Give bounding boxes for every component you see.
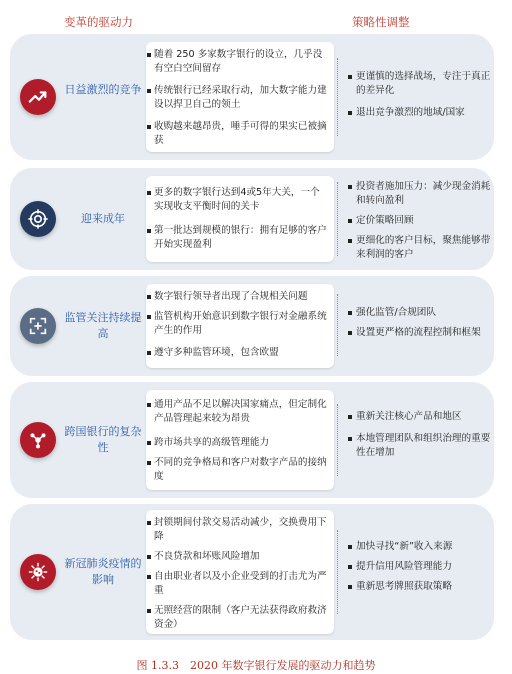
row-covid xyxy=(10,504,494,640)
adjustment-item: 更细化的客户目标，聚焦能够带来利润的客户 xyxy=(356,235,491,260)
adjustment-item: 重新思考牌照获取策略 xyxy=(356,580,492,594)
driver-detail-item: 收购越来越昂贵，唾手可得的果实已被摘获 xyxy=(154,121,327,146)
adjustment-item: 更谨慎的选择战场，专注于真正的差异化 xyxy=(356,71,491,96)
driver-detail-item: 传统银行已经采取行动，加大数字能力建设以捍卫自己的领土 xyxy=(154,85,327,110)
network-icon xyxy=(20,422,56,458)
adjustment-list xyxy=(346,306,492,346)
driver-detail-box xyxy=(146,284,334,368)
driver-detail-item: 遵守多种监管环境，包含欧盟 xyxy=(154,346,328,360)
row-regulation xyxy=(10,276,494,376)
row-cross-border xyxy=(10,382,494,498)
adjustment-item: 投资者施加压力：减少现金消耗和转向盈利 xyxy=(356,181,491,206)
adjustment-list xyxy=(346,540,492,600)
adjustment-item: 提升信用风险管理能力 xyxy=(356,560,492,574)
target-icon xyxy=(20,201,56,237)
driver-label: 新冠肺炎疫情的影响 xyxy=(64,557,142,586)
driver-label: 迎来成年 xyxy=(81,212,125,225)
driver-detail-box xyxy=(146,390,334,490)
driver-detail-item: 第一批达到规模的银行：拥有足够的客户开始实现盈利 xyxy=(154,225,327,250)
adjustment-item: 加快寻找“新”收入来源 xyxy=(356,540,492,554)
driver-detail-item: 无照经营的限制（客户无法获得政府救济资金） xyxy=(154,605,327,630)
driver-detail-box xyxy=(146,176,334,262)
row-divider xyxy=(337,404,338,476)
driver-detail-item: 数字银行领导者出现了合规相关问题 xyxy=(154,290,328,304)
drivers-header: 变革的驱动力 xyxy=(64,15,133,29)
row-maturity xyxy=(10,168,494,270)
row-divider xyxy=(337,182,338,256)
trend-up-icon xyxy=(20,79,56,115)
row-divider xyxy=(337,294,338,356)
figure-caption: 图 1.3.3 2020 年数字银行发展的驱动力和趋势 xyxy=(136,659,376,672)
row-divider xyxy=(337,58,338,136)
driver-detail-item: 跨市场共享的高级管理能力 xyxy=(154,436,328,450)
adjustment-item: 定价策略回顾 xyxy=(356,214,492,228)
row-divider xyxy=(337,530,338,614)
driver-detail-box xyxy=(146,42,334,152)
adjustment-item: 本地管理团队和组织治理的重要性在增加 xyxy=(356,433,491,458)
driver-label: 跨国银行的复杂性 xyxy=(64,425,142,454)
adjustment-list xyxy=(346,410,492,470)
driver-label: 监管关注持续提高 xyxy=(64,311,142,340)
adjustment-list xyxy=(346,180,492,262)
driver-detail-item: 不同的竞争格局和客户对数字产品的接纳度 xyxy=(154,457,327,482)
row-competition xyxy=(10,34,494,160)
adjustment-item: 重新关注核心产品和地区 xyxy=(356,410,492,424)
driver-detail-item: 更多的数字银行达到4或5年大关，一个实现收支平衡时间的关卡 xyxy=(154,186,328,214)
adjustment-item: 强化监管/合规团队 xyxy=(356,306,492,320)
driver-detail-item: 不良贷款和坏账风险增加 xyxy=(154,550,328,564)
adjustment-list xyxy=(346,70,492,140)
driver-detail-item: 通用产品不足以解决国家痛点，但定制化产品管理起来较为昂贵 xyxy=(154,399,327,424)
adjustment-item: 退出竞争激烈的地域/国家 xyxy=(356,106,492,120)
driver-detail-item: 随着 250 多家数字银行的设立，几乎没有空白空间留存 xyxy=(154,48,328,76)
driver-detail-box xyxy=(146,510,334,634)
driver-label: 日益激烈的竞争 xyxy=(64,83,142,96)
driver-detail-item: 自由职业者以及小企业受到的打击尤为严重 xyxy=(154,571,327,596)
focus-plus-icon xyxy=(20,308,56,344)
driver-detail-item: 封锁期间付款交易活动减少，交换费用下降 xyxy=(154,517,327,542)
virus-icon xyxy=(20,554,56,590)
adjustment-item: 设置更严格的流程控制和框架 xyxy=(356,326,492,340)
adjustments-header: 策略性调整 xyxy=(352,15,410,29)
driver-detail-item: 监管机构开始意识到数字银行对金融系统产生的作用 xyxy=(154,311,327,336)
